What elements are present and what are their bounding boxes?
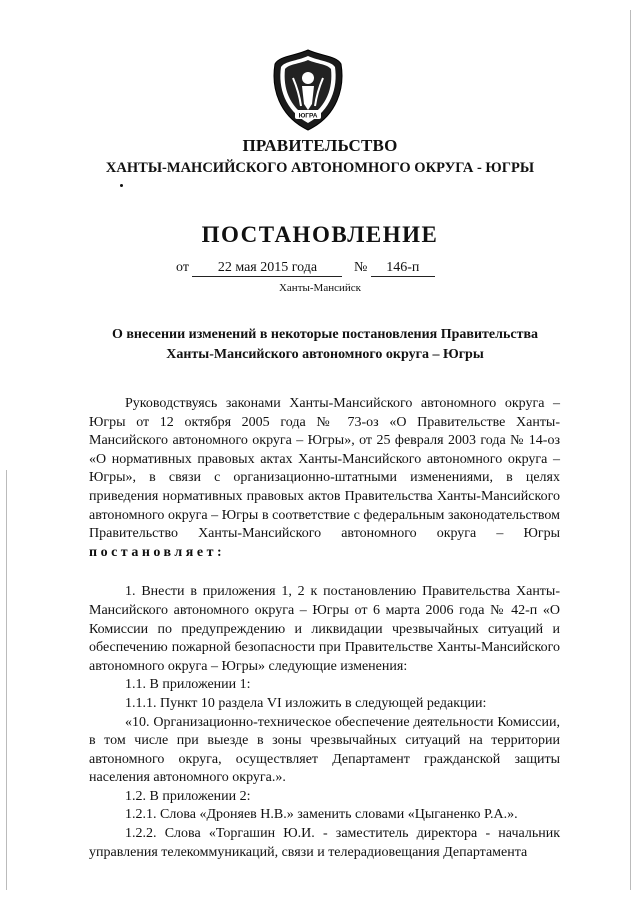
title-line-2: Ханты-Мансийского автономного округа – Югры xyxy=(166,347,484,362)
scan-edge-right xyxy=(630,10,631,890)
scan-edge-left xyxy=(6,470,7,890)
resolves-word: постановляет: xyxy=(89,544,226,560)
document-type: ПОСТАНОВЛЕНИЕ xyxy=(201,222,439,247)
region-heading: ХАНТЫ-МАНСИЙСКОГО АВТОНОМНОГО ОКРУГА - ЮГРЫ xyxy=(105,160,535,176)
city-name: Ханты-Мансийск xyxy=(278,282,361,294)
government-heading: ПРАВИТЕЛЬСТВО xyxy=(242,136,398,155)
document-date: 22 мая 2015 года xyxy=(192,260,342,277)
emblem-label: ЮГРА xyxy=(298,112,318,120)
item-1-2-1: 1.2.1. Слова «Дроняев Н.В.» заменить словами «Цыганенко Р.А.». xyxy=(125,807,518,823)
date-number-line xyxy=(176,260,435,277)
document-number: 146-п xyxy=(371,260,435,277)
document-title xyxy=(90,325,560,365)
item-1-2-2: 1.2.2. Слова «Торгашин Ю.И. - заместитель директора - начальник управления телекоммуникаций, связи и телерадиовещания Департамента xyxy=(89,826,560,860)
title-line-1: О внесении изменений в некоторые постановления Правительства xyxy=(111,327,539,342)
item-1-1: 1.1. В приложении 1: xyxy=(125,677,251,693)
stray-dot xyxy=(120,184,123,187)
preamble-text: Руководствуясь законами Ханты-Мансийского автономного округа – Югры от 12 октября 2005 года № 73-оз «О Правительстве Ханты-Мансийского автономного округа – Югры», от 25 февраля 2003 года № 14-оз «О нормативных правовых актах Ханты-Мансийского автономного округа – Югры», в связи с организационно-штатными изменениями, в целях приведения нормативных правовых актов Правительства Ханты-Мансийского автономного округа – Югры в соответствие с федеральным законодательством Правительство Ханты-Мансийского автономного округа – Югры xyxy=(89,396,560,542)
number-sign: № xyxy=(353,260,368,275)
item-1-1-1-text: «10. Организационно-техническое обеспечение деятельности Комиссии, в том числе при выезде в зоны чрезвычайных ситуаций на территории автономного округа, осуществляет Департамент гражданской защиты населения автономного округа.». xyxy=(89,714,560,786)
date-prefix: от xyxy=(176,260,189,275)
item-1: 1. Внести в приложения 1, 2 к постановлению Правительства Ханты-Мансийского автономного округа – Югры от 6 марта 2006 года № 42-п «О Комиссии по предупреждению и ликвидации чрезвычайных ситуаций и обеспечению пожарной безопасности при Правительстве Ханты-Мансийского автономного округа – Югры» следующие изменения: xyxy=(89,584,560,674)
document-body xyxy=(89,395,560,862)
preamble-paragraph xyxy=(89,395,560,562)
item-1-2: 1.2. В приложении 2: xyxy=(125,788,251,804)
coat-of-arms-emblem xyxy=(271,48,345,132)
item-1-1-1: 1.1.1. Пункт 10 раздела VI изложить в следующей редакции: xyxy=(125,695,487,711)
